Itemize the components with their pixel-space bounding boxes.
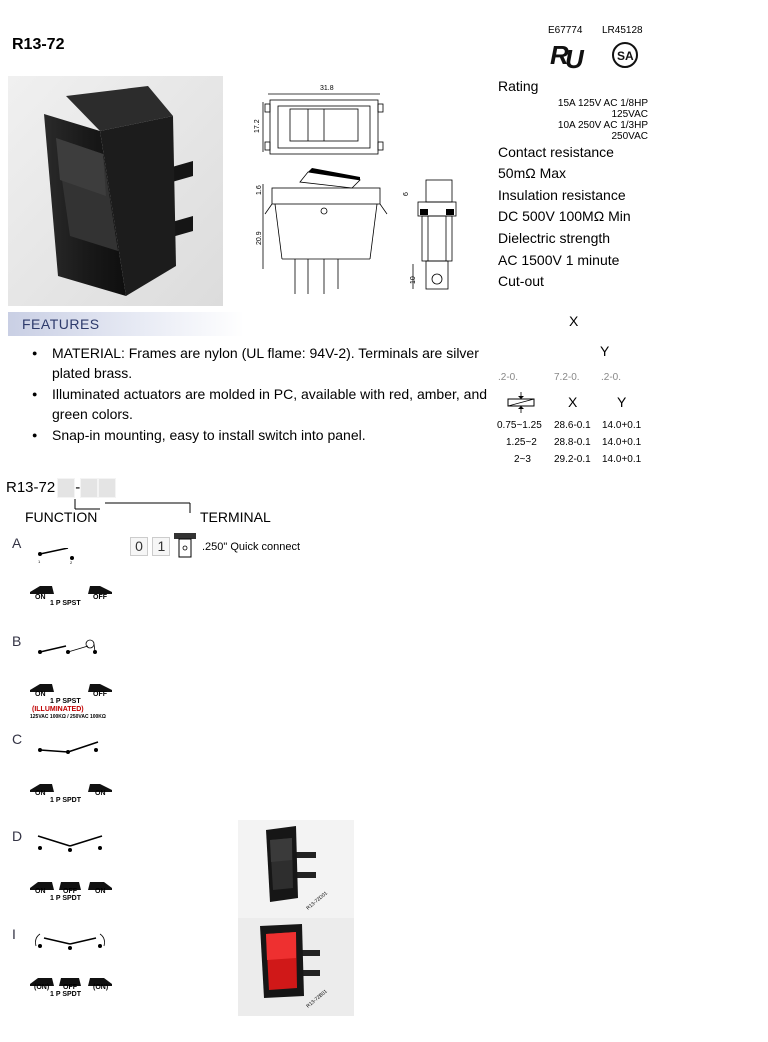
spec-line: Dielectric strength (498, 229, 611, 246)
rating-line: 250VAC (611, 130, 648, 142)
cutout-x-label: X (569, 313, 579, 329)
terminal-description: .250" Quick connect (202, 541, 301, 553)
cutout-y-value: 14.0+0.1 (602, 420, 642, 431)
product-photos-variants (238, 820, 354, 1016)
svg-text:R: R (550, 40, 569, 70)
rating-label: Rating (498, 78, 539, 94)
cutout-thickness: 2~3 (514, 454, 531, 465)
spdt-schematic-icon (30, 740, 110, 760)
csa-icon (610, 40, 640, 70)
csa-number: LR45128 (602, 25, 643, 36)
dimension-c: 6 (403, 192, 410, 196)
feature-item: ● Snap-in mounting, easy to install switch into panel. (30, 426, 490, 446)
rating-line: 10A 250V AC 1/3HP (557, 119, 648, 131)
spdt-momentary-schematic-icon (30, 932, 114, 954)
quick-connect-terminal-icon (173, 532, 197, 560)
feature-item: ● Illuminated actuators are molded in PC, available with red, amber, and green colors. (30, 385, 490, 424)
function-caption: 1 P SPST (50, 698, 81, 705)
photo-label: R13-72B01 (305, 988, 329, 1010)
svg-text:1: 1 (38, 559, 41, 564)
cutout-tolerance: 7.2-0. (554, 372, 580, 383)
terminal-digit: 0 (130, 537, 148, 556)
svg-text:2: 2 (70, 560, 73, 564)
function-label: FUNCTION (25, 509, 98, 525)
features-heading: FEATURES (22, 316, 100, 332)
function-code-box (57, 478, 75, 498)
cutout-col-x: X (568, 394, 578, 410)
spec-line: AC 1500V 1 minute (498, 251, 620, 268)
spec-line: Contact resistance (498, 143, 614, 160)
function-caption: 1 P SPDT (50, 895, 81, 902)
width-dimension: 31.8 (320, 85, 334, 92)
ul-recognized-icon (548, 40, 594, 72)
ordering-model: R13-72 (6, 478, 56, 496)
page-title: R13-72 (12, 36, 65, 53)
ordering-dash: - (75, 478, 81, 496)
technical-drawing (250, 84, 465, 304)
dimension-d: 10 (410, 276, 417, 284)
function-caption: 1 P SPST (50, 600, 81, 607)
cutout-y-label: Y (600, 343, 610, 359)
function-letter: C (12, 731, 23, 747)
illuminated-note: (ILLUMINATED) (32, 706, 84, 713)
terminal-label: TERMINAL (200, 509, 271, 525)
cutout-col-y: Y (617, 394, 627, 410)
position-label: ON (35, 790, 46, 797)
position-label: OFF (63, 888, 77, 895)
product-photo (8, 76, 223, 306)
spst-schematic-icon (30, 548, 90, 564)
terminal-code-box (98, 478, 116, 498)
spec-line: Insulation resistance (498, 186, 626, 203)
photo-label: R13-72D01 (305, 890, 329, 912)
cutout-tolerance: .2-0. (601, 372, 622, 383)
position-label: ON (95, 888, 106, 895)
cutout-tolerance: .2-0. (498, 372, 519, 383)
spec-line: DC 500V 100MΩ Min (498, 208, 631, 225)
cutout-x-value: 28.6-0.1 (554, 420, 591, 431)
features-list (30, 344, 490, 448)
features-heading-bar (8, 312, 244, 336)
spdt-center-off-schematic-icon (30, 834, 110, 856)
ordering-code (6, 478, 116, 498)
position-label: OFF (93, 594, 107, 601)
rating-line: 15A 125V AC 1/8HP (557, 97, 648, 109)
dimension-a: 1.6 (256, 185, 263, 195)
cutout-thickness: 0.75~1.25 (497, 420, 542, 431)
rating-line: 125VAC (611, 108, 648, 120)
function-letter: I (12, 926, 16, 942)
position-label: (ON) (93, 984, 109, 991)
terminal-code-box (80, 478, 98, 498)
cutout-y-value: 14.0+0.1 (602, 454, 642, 465)
terminal-code (130, 537, 170, 556)
cutout-x-value: 28.8-0.1 (554, 437, 591, 448)
position-label: OFF (93, 691, 107, 698)
spec-line: Cut-out (498, 273, 544, 290)
illuminated-rating-note: 125VAC 100KΩ / 250VAC 100KΩ (30, 714, 106, 720)
function-letter: B (12, 633, 22, 649)
terminal-digit: 1 (152, 537, 170, 556)
position-label: ON (35, 594, 46, 601)
position-label: (ON) (34, 984, 50, 991)
position-label: OFF (63, 984, 77, 991)
ul-number: E67774 (548, 25, 583, 36)
feature-item: ● MATERIAL: Frames are nylon (UL flame: 94V-2). Terminals are silver plated brass. (30, 344, 490, 383)
function-caption: 1 P SPDT (50, 991, 81, 998)
function-letter: A (12, 535, 22, 551)
position-label: ON (95, 790, 106, 797)
panel-thickness-icon (506, 392, 536, 414)
cutout-x-value: 29.2-0.1 (554, 454, 591, 465)
cutout-y-value: 14.0+0.1 (602, 437, 642, 448)
svg-text:SA: SA (617, 49, 634, 63)
spst-illuminated-schematic-icon (30, 638, 110, 660)
cutout-thickness: 1.25~2 (506, 437, 537, 448)
function-letter: D (12, 828, 23, 844)
svg-text:U: U (565, 44, 584, 72)
position-label: ON (35, 691, 46, 698)
position-label: ON (35, 888, 46, 895)
spec-line: 50mΩ Max (498, 165, 567, 182)
function-caption: 1 P SPDT (50, 797, 81, 804)
height-dimension: 17.2 (254, 119, 261, 133)
dimension-b: 20.9 (256, 231, 263, 245)
rating-specs (498, 76, 648, 293)
